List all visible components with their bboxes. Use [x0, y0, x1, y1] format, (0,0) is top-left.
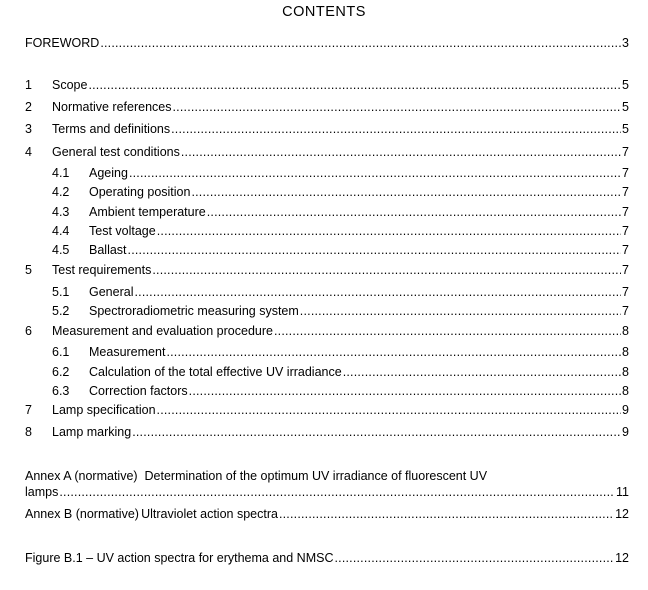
- toc-entry-page: 7: [622, 205, 629, 219]
- toc-entry-page: 7: [622, 224, 629, 238]
- dot-leader: [157, 223, 621, 240]
- toc-heading: CONTENTS: [282, 4, 366, 20]
- toc-entry-section[interactable]: [25, 323, 629, 340]
- dot-leader: [100, 35, 621, 52]
- toc-entry-page: 12: [615, 507, 629, 521]
- toc-entry-title: Scope: [52, 78, 88, 92]
- toc-entry-page: 8: [622, 324, 629, 338]
- toc-entry-section[interactable]: [25, 99, 629, 116]
- dot-leader: [343, 364, 621, 381]
- toc-entry-number: 4.4: [52, 224, 70, 238]
- annex-label: Annex B (normative): [25, 507, 139, 521]
- dot-leader: [334, 550, 614, 567]
- toc-entry-title: Ambient temperature: [89, 205, 206, 219]
- toc-entry-title: Lamp specification: [52, 403, 156, 417]
- toc-entry-number: 3: [25, 122, 32, 136]
- toc-entry-page: 7: [622, 145, 629, 159]
- toc-entry-title: Test voltage: [89, 224, 156, 238]
- dot-leader: [157, 402, 622, 419]
- toc-entry-title: Spectroradiometric measuring system: [89, 304, 299, 318]
- toc-entry-page: 7: [622, 285, 629, 299]
- toc-entry-section[interactable]: [25, 424, 629, 441]
- toc-entry-subsection[interactable]: [52, 165, 629, 182]
- toc-entry-subsection[interactable]: [52, 303, 629, 320]
- dot-leader: [189, 383, 621, 400]
- toc-entry-page: 8: [622, 365, 629, 379]
- toc-entry-title: FOREWORD: [25, 36, 100, 50]
- toc-entry-section[interactable]: [25, 262, 629, 279]
- toc-entry-title: Ballast: [89, 243, 127, 257]
- toc-entry-page: 8: [622, 345, 629, 359]
- toc-entry-number: 1: [25, 78, 32, 92]
- toc-entry-number: 6.1: [52, 345, 70, 359]
- toc-entry-subsection[interactable]: [52, 383, 629, 400]
- toc-entry-title: Correction factors: [89, 384, 188, 398]
- toc-entry-number: 4.1: [52, 166, 70, 180]
- toc-entry-section[interactable]: [25, 402, 629, 419]
- toc-entry-page: 9: [622, 425, 629, 439]
- toc-entry-page: 7: [622, 166, 629, 180]
- toc-entry-figure[interactable]: [25, 550, 629, 567]
- toc-entry-title: Test requirements: [52, 263, 152, 277]
- toc-entry-number: 7: [25, 403, 32, 417]
- toc-entry-foreword[interactable]: [25, 35, 629, 52]
- toc-entry-number: 4.3: [52, 205, 70, 219]
- figure-title: Figure B.1 – UV action spectra for erythema and NMSC: [25, 551, 334, 565]
- toc-entry-number: 6.3: [52, 384, 70, 398]
- toc-entry-number: 5.1: [52, 285, 70, 299]
- toc-entry-title: General test conditions: [52, 145, 180, 159]
- annex-title: Determination of the optimum UV irradiance of fluorescent UV: [144, 469, 488, 483]
- toc-entry-page: 12: [615, 551, 629, 565]
- toc-entry-subsection[interactable]: [52, 242, 629, 259]
- toc-entry-page: 11: [616, 485, 629, 499]
- toc-entry-section[interactable]: [25, 77, 629, 94]
- toc-entry-page: 3: [622, 36, 629, 50]
- dot-leader: [152, 262, 621, 279]
- dot-leader: [132, 424, 621, 441]
- toc-entry-title: Normative references: [52, 100, 172, 114]
- dot-leader: [274, 323, 621, 340]
- toc-entry-subsection[interactable]: [52, 344, 629, 361]
- dot-leader: [181, 144, 621, 161]
- toc-entry-title: General: [89, 285, 134, 299]
- annex-label: Annex A (normative): [25, 469, 138, 483]
- toc-entry-section[interactable]: [25, 121, 629, 138]
- toc-entry-subsection[interactable]: [52, 284, 629, 301]
- toc-entry-title: Calculation of the total effective UV irradiance: [89, 365, 342, 379]
- dot-leader: [134, 284, 621, 301]
- toc-entry-page: 7: [622, 304, 629, 318]
- toc-entry-page: 5: [622, 78, 629, 92]
- toc-entry-page: 7: [622, 243, 629, 257]
- dot-leader: [300, 303, 621, 320]
- toc-entry-page: 8: [622, 384, 629, 398]
- toc-entry-title: Terms and definitions: [52, 122, 171, 136]
- toc-entry-number: 5.2: [52, 304, 70, 318]
- toc-entry-number: 4: [25, 145, 32, 159]
- toc-entry-subsection[interactable]: [52, 184, 629, 201]
- toc-entry-subsection[interactable]: [52, 364, 629, 381]
- toc-entry-number: 5: [25, 263, 32, 277]
- dot-leader: [129, 165, 621, 182]
- annex-title: Ultraviolet action spectra: [141, 507, 278, 521]
- toc-entry-annex-a-line2[interactable]: [25, 484, 629, 501]
- toc-entry-number: 2: [25, 100, 32, 114]
- dot-leader: [207, 204, 621, 221]
- toc-entry-section[interactable]: [25, 144, 629, 161]
- toc-entry-title: Measurement: [89, 345, 166, 359]
- toc-entry-page: 5: [622, 122, 629, 136]
- dot-leader: [166, 344, 621, 361]
- toc-entry-number: 6: [25, 324, 32, 338]
- toc-entry-page: 5: [622, 100, 629, 114]
- toc-entry-annex-b[interactable]: [25, 506, 629, 523]
- dot-leader: [191, 184, 621, 201]
- toc-entry-number: 6.2: [52, 365, 70, 379]
- toc-entry-title: Measurement and evaluation procedure: [52, 324, 273, 338]
- toc-entry-title: Ageing: [89, 166, 128, 180]
- toc-entry-number: 8: [25, 425, 32, 439]
- toc-entry-subsection[interactable]: [52, 204, 629, 221]
- toc-entry-number: 4.2: [52, 185, 70, 199]
- toc-entry-page: 7: [622, 263, 629, 277]
- toc-entry-page: 7: [622, 185, 629, 199]
- toc-entry-number: 4.5: [52, 243, 70, 257]
- toc-entry-title: Operating position: [89, 185, 191, 199]
- dot-leader: [59, 484, 615, 501]
- dot-leader: [88, 77, 621, 94]
- toc-entry-title: Lamp marking: [52, 425, 132, 439]
- dot-leader: [173, 99, 622, 116]
- toc-entry-annex-a-line1[interactable]: [25, 468, 487, 485]
- dot-leader: [279, 506, 614, 523]
- dot-leader: [171, 121, 621, 138]
- dot-leader: [128, 242, 622, 259]
- toc-entry-subsection[interactable]: [52, 223, 629, 240]
- annex-title-continued: lamps: [25, 485, 59, 499]
- toc-entry-page: 9: [622, 403, 629, 417]
